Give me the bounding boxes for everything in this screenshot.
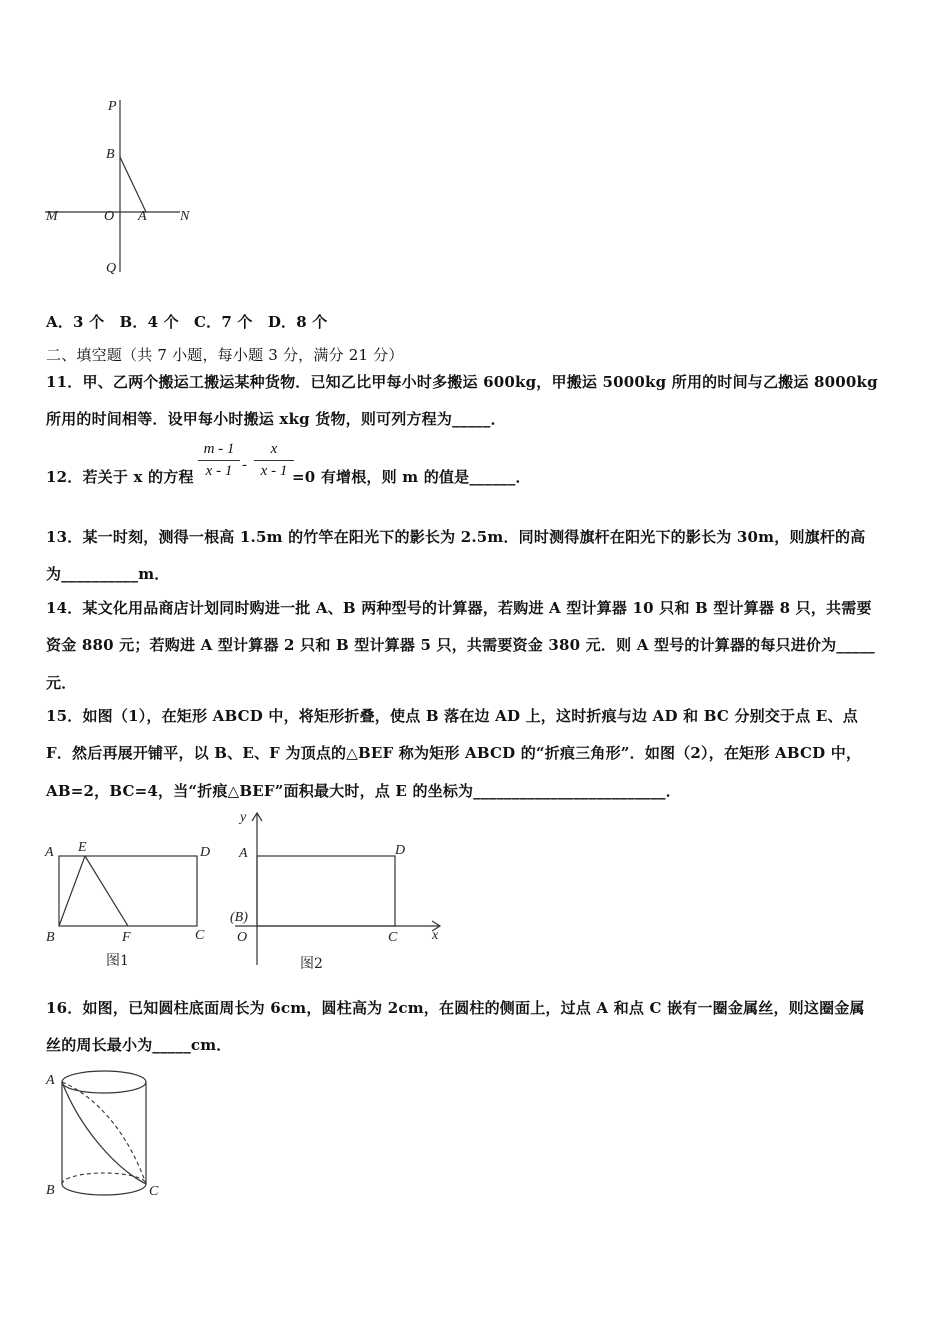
figure-cylinder [40,1068,175,1208]
q10-options: A．3 个 B．4 个 C．7 个 D．8 个 [46,313,328,331]
q11-line1: 11．甲、乙两个搬运工搬运某种货物．已知乙比甲每小时多搬运 600kg，甲搬运 5000kg 所用的时间与乙搬运 8000kg [46,373,878,391]
q12-fraction-2 [254,441,294,480]
fig1-caption: 图1 [106,953,129,969]
fig1-label-f: F [122,930,131,945]
q16-line2: 丝的周长最小为_____cm． [46,1036,232,1054]
q12-denominator-1: x - 1 [205,463,233,479]
fig2-label-c: C [388,930,398,945]
q14-line2: 资金 880 元；若购进 A 型计算器 2 只和 B 型计算器 5 只，共需要资金 380 元．则 A 型号的计算器的每只进价为_____ [46,636,875,654]
cyl-label-b: B [46,1183,55,1198]
label-m: M [46,209,58,224]
cyl-label-a: A [46,1073,55,1088]
label-b: B [106,147,115,162]
q12-suffix: =0 有增根，则 m 的值是______． [292,468,531,486]
label-q: Q [106,261,117,276]
q13-line2: 为__________m． [46,565,170,583]
q15-line2: F．然后再展开铺平，以 B、E、F 为顶点的△BEF 称为矩形 ABCD 的“折痕三角形”．如图（2），在矩形 ABCD 中， [46,744,862,762]
q12-denominator-2: x - 1 [260,463,288,479]
q12-minus: - [242,457,247,473]
fig2-label-y: y [240,810,247,825]
fig2-label-d: D [395,843,406,858]
label-p: P [108,99,117,114]
fig2-caption: 图2 [300,956,323,972]
q12-numerator-2: x [254,441,294,461]
q12-numerator-1: m - 1 [198,441,240,461]
label-a: A [138,209,147,224]
q14-line1: 14．某文化用品商店计划同时购进一批 A、B 两种型号的计算器，若购进 A 型计算器 10 只和 B 型计算器 8 只，共需要 [46,599,872,617]
figure-axes-pq-mn [40,92,200,277]
q12-fraction-1 [198,441,240,480]
fig1-label-d: D [200,845,211,860]
fig2-label-o: O [237,930,248,945]
fig2-label-x: x [432,928,439,943]
q11-line2: 所用的时间相等．设甲每小时搬运 xkg 货物，则可列方程为_____． [46,410,506,428]
fig2-label-b: (B) [230,910,248,925]
fig1-label-b: B [46,930,55,945]
q15-line1: 15．如图（1），在矩形 ABCD 中，将矩形折叠，使点 B 落在边 AD 上，这时折痕与边 AD 和 BC 分别交于点 E、点 [46,707,858,725]
q13-line1: 13．某一时刻，测得一根高 1.5m 的竹竿在阳光下的影长为 2.5m．同时测得旗杆在阳光下的影长为 30m，则旗杆的高 [46,528,866,546]
cyl-label-c: C [149,1184,159,1199]
label-o: O [104,209,115,224]
fig2-label-a: A [239,846,248,861]
fig1-label-e: E [78,840,87,855]
q14-line3: 元． [46,674,77,692]
q12-prefix: 12．若关于 x 的方程 [46,468,194,486]
q16-line1: 16．如图，已知圆柱底面周长为 6cm，圆柱高为 2cm，在圆柱的侧面上，过点 A 和点 C 嵌有一圈金属丝，则这圈金属 [46,999,865,1017]
label-n: N [180,209,190,224]
fig1-label-a: A [45,845,54,860]
figure-1-rectangle [40,835,225,975]
q15-line3: AB=2，BC=4，当“折痕△BEF”面积最大时，点 E 的坐标为_________________________． [46,782,681,800]
figure-2-coordinate [225,805,450,975]
fig1-label-c: C [195,928,205,943]
section-2-title: 二、填空题（共 7 小题，每小题 3 分，满分 21 分） [46,346,404,364]
